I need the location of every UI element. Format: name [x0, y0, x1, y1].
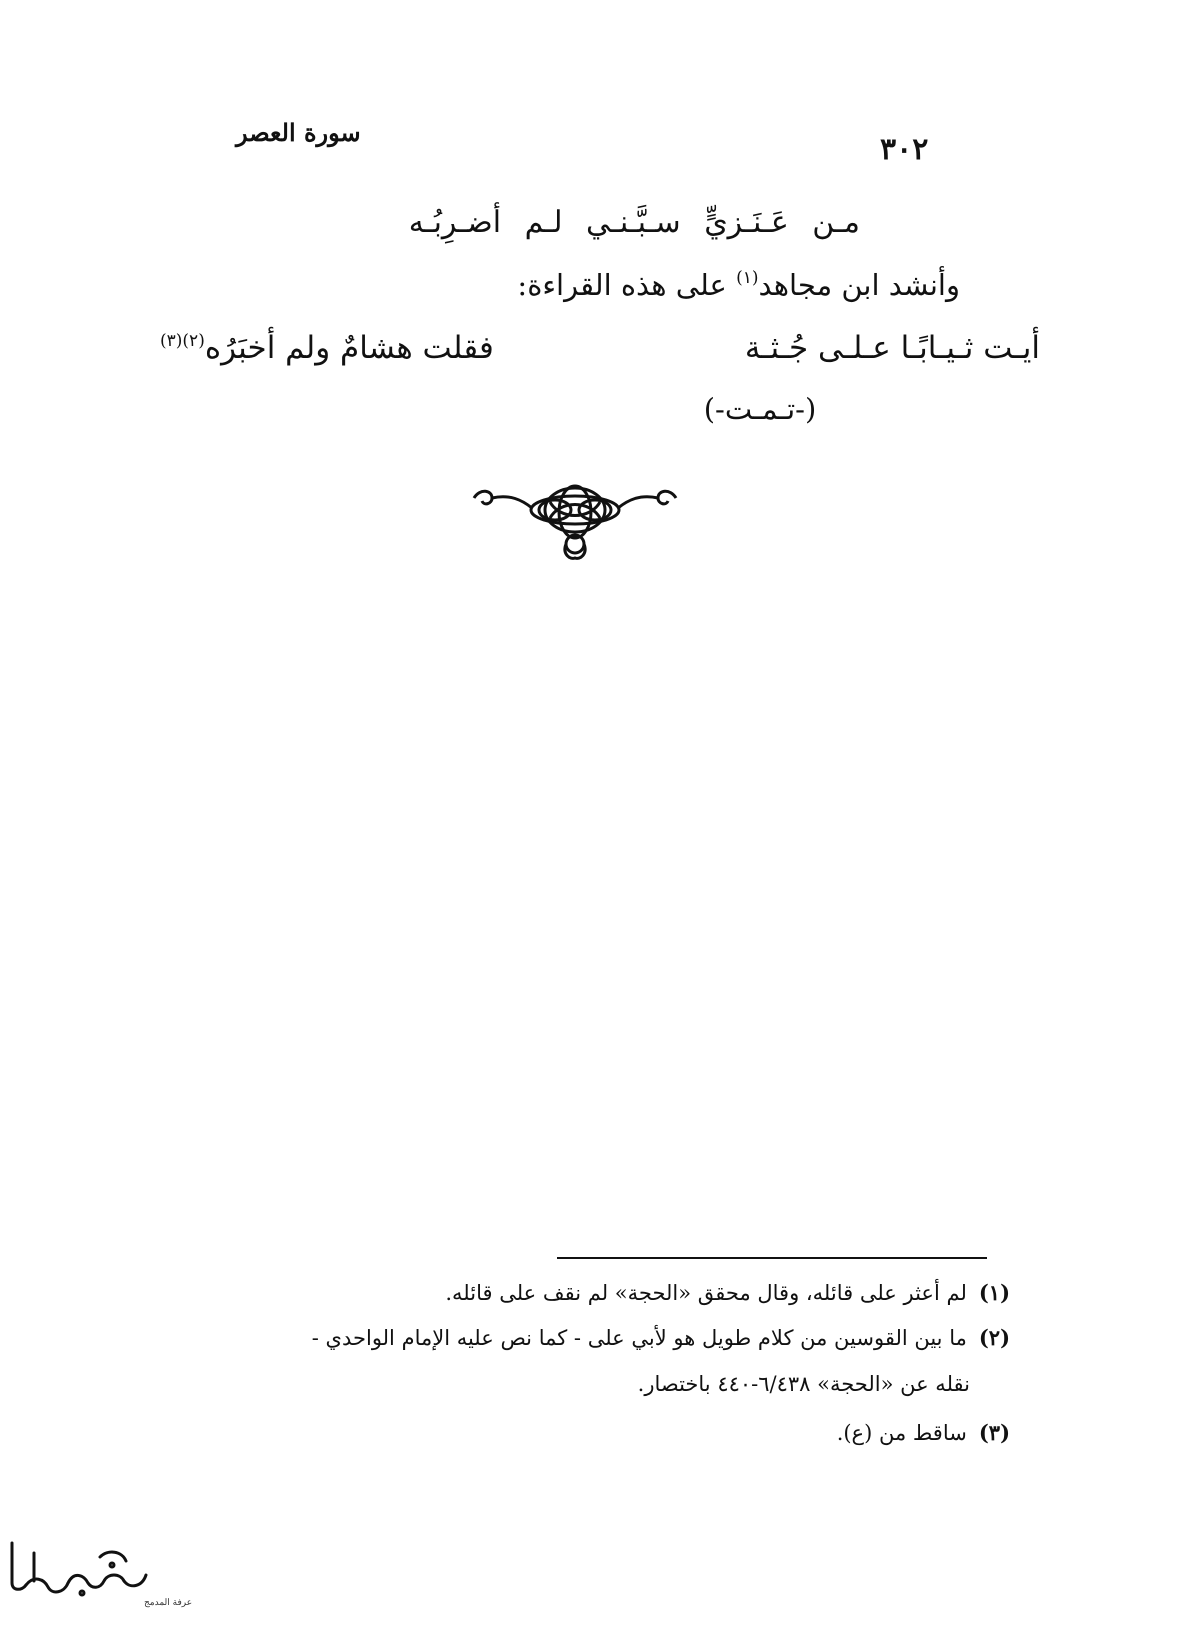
- footnote-separator: [557, 1257, 987, 1259]
- verse2-second-text: فقلت هشامٌ ولم أخبَرُه: [204, 330, 494, 366]
- footnote-number: (١): [978, 1280, 1010, 1305]
- footnote-text: ما بين القوسين من كلام طويل هو لأبي على - كما نص عليه الإمام الواحدي -: [311, 1326, 967, 1350]
- intro-rest: على هذه القراءة:: [517, 268, 727, 302]
- footnote-1: [445, 1280, 1010, 1305]
- ornament-divider: [470, 482, 680, 564]
- footnote-text: لم أعثر على قائله، وقال محقق «الحجة» لم نقف على قائله.: [445, 1281, 967, 1305]
- intro-text: وأنشد ابن مجاهد: [758, 268, 960, 302]
- verse-line-1: مـن عَـنَـزيٍّ سـبَّـنـي لـم أضـرِبُـه: [408, 205, 860, 240]
- surah-title: سورة العصر: [236, 118, 361, 147]
- footnote-ref-1: (١): [736, 268, 759, 288]
- footnote-text: نقله عن «الحجة» ٦/٤٣٨-٤٤٠ باختصار.: [637, 1372, 970, 1396]
- footnote-3: [837, 1420, 1010, 1445]
- footnote-number: (٣): [978, 1420, 1010, 1445]
- footnote-2: [312, 1325, 1010, 1350]
- footnote-refs-2-3: (٢)(٣): [160, 331, 205, 351]
- end-mark: (-تـمـت-): [703, 392, 817, 426]
- logo-subtext: عرفة المدمج: [144, 1598, 193, 1608]
- footnote-number: (٢): [978, 1325, 1010, 1350]
- page-number: ٣٠٢: [880, 132, 929, 167]
- publisher-logo: [4, 1535, 193, 1609]
- verse2-second-hemistich: [160, 330, 494, 366]
- footnote-text: ساقط من (ع).: [836, 1421, 967, 1445]
- footnote-2-continued: [638, 1372, 970, 1396]
- verse2-first-hemistich: أيـت ثـيـابًـا عـلـى جُـثـة: [744, 330, 1040, 366]
- intro-line: [517, 268, 960, 302]
